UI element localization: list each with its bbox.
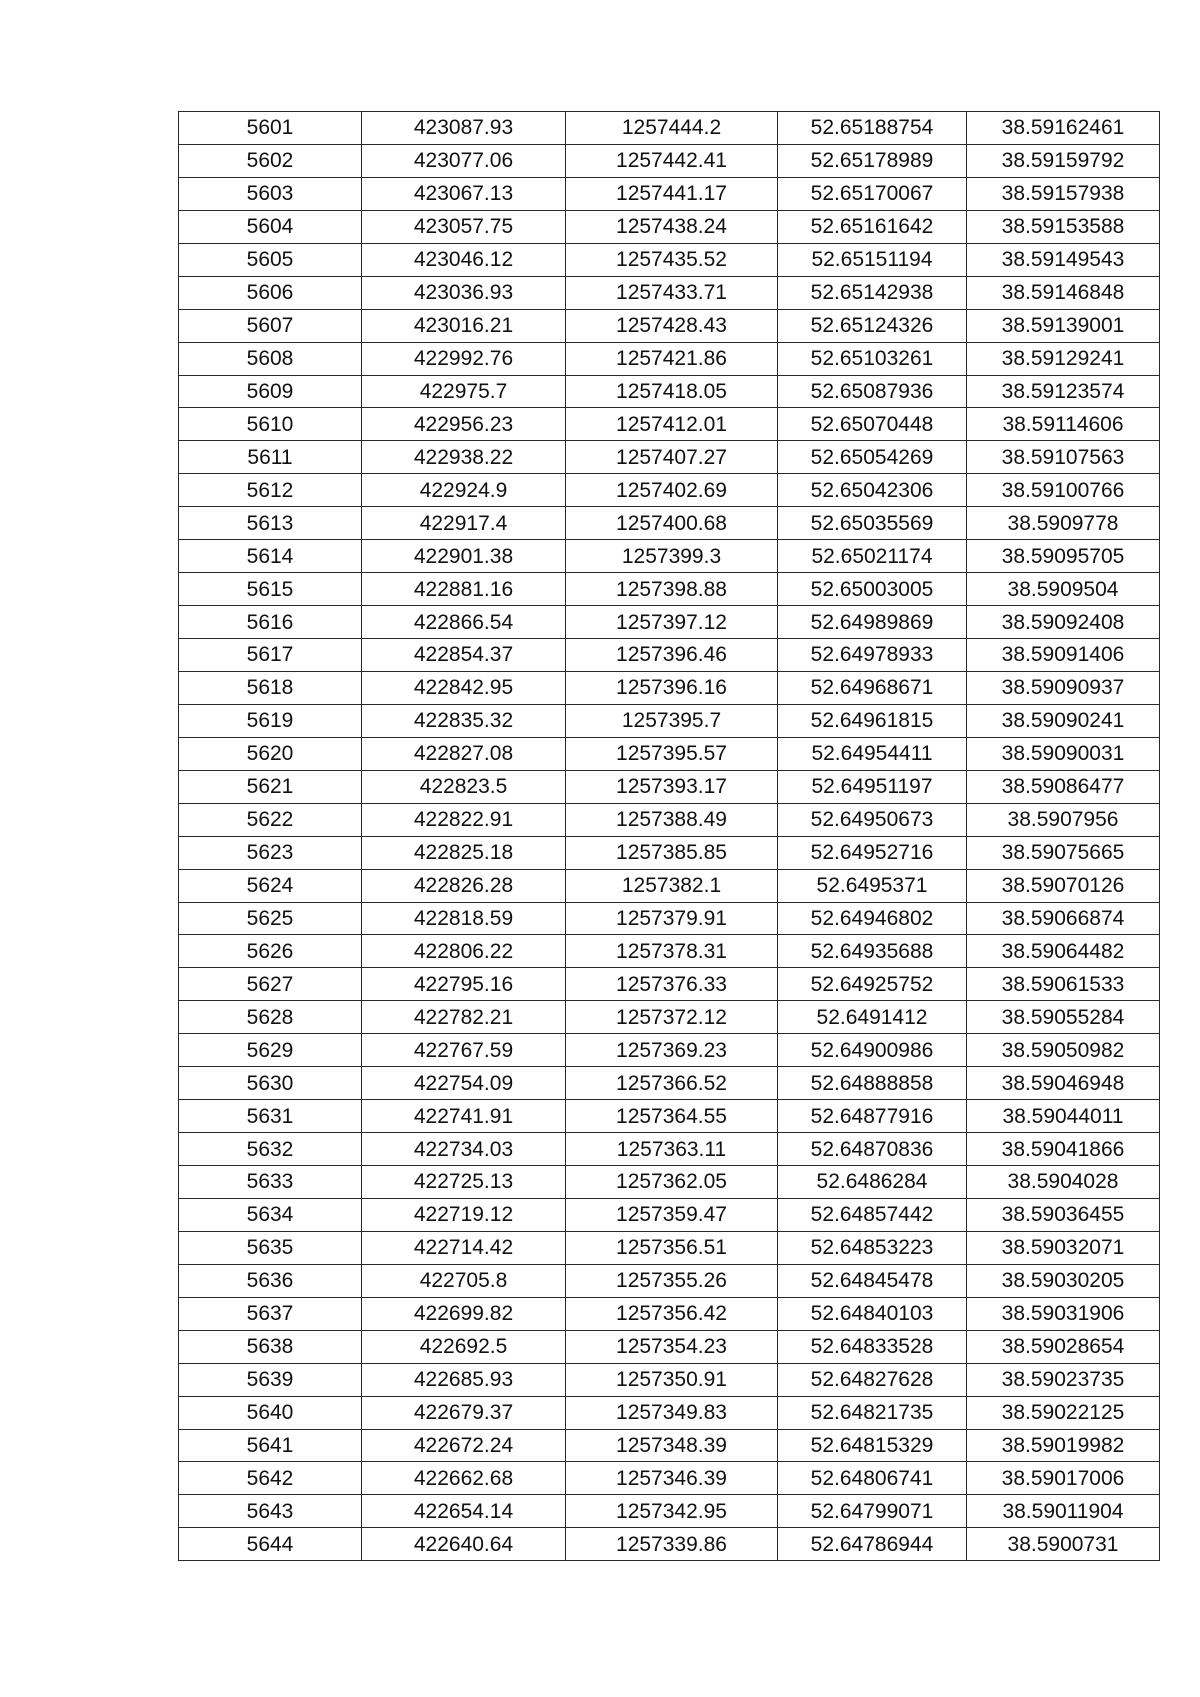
longitude-cell: 38.59123574 — [967, 375, 1160, 408]
x-coordinate-cell: 423046.12 — [362, 243, 566, 276]
y-coordinate-cell: 1257407.27 — [566, 441, 778, 474]
point-number-cell: 5628 — [179, 1001, 362, 1034]
latitude-cell: 52.64978933 — [778, 639, 967, 672]
latitude-cell: 52.65021174 — [778, 540, 967, 573]
table-row — [179, 935, 1160, 968]
longitude-cell: 38.59055284 — [967, 1001, 1160, 1034]
coordinates-table-body — [179, 112, 1160, 1561]
latitude-cell: 52.64888858 — [778, 1067, 967, 1100]
longitude-cell: 38.59090937 — [967, 671, 1160, 704]
y-coordinate-cell: 1257382.1 — [566, 869, 778, 902]
longitude-cell: 38.59036455 — [967, 1198, 1160, 1231]
latitude-cell: 52.64950673 — [778, 803, 967, 836]
point-number-cell: 5626 — [179, 935, 362, 968]
longitude-cell: 38.59044011 — [967, 1100, 1160, 1133]
table-row — [179, 1396, 1160, 1429]
x-coordinate-cell: 422725.13 — [362, 1166, 566, 1199]
longitude-cell: 38.59129241 — [967, 342, 1160, 375]
longitude-cell: 38.59050982 — [967, 1034, 1160, 1067]
x-coordinate-cell: 423016.21 — [362, 309, 566, 342]
y-coordinate-cell: 1257356.42 — [566, 1297, 778, 1330]
x-coordinate-cell: 422714.42 — [362, 1231, 566, 1264]
x-coordinate-cell: 422975.7 — [362, 375, 566, 408]
latitude-cell: 52.65103261 — [778, 342, 967, 375]
table-row — [179, 770, 1160, 803]
longitude-cell: 38.59011904 — [967, 1495, 1160, 1528]
longitude-cell: 38.59159792 — [967, 144, 1160, 177]
latitude-cell: 52.64815329 — [778, 1429, 967, 1462]
table-row — [179, 639, 1160, 672]
latitude-cell: 52.64961815 — [778, 704, 967, 737]
table-row — [179, 540, 1160, 573]
longitude-cell: 38.59153588 — [967, 210, 1160, 243]
latitude-cell: 52.64840103 — [778, 1297, 967, 1330]
y-coordinate-cell: 1257349.83 — [566, 1396, 778, 1429]
x-coordinate-cell: 422818.59 — [362, 902, 566, 935]
table-row — [179, 408, 1160, 441]
point-number-cell: 5637 — [179, 1297, 362, 1330]
latitude-cell: 52.65170067 — [778, 177, 967, 210]
y-coordinate-cell: 1257354.23 — [566, 1330, 778, 1363]
x-coordinate-cell: 422654.14 — [362, 1495, 566, 1528]
longitude-cell: 38.59031906 — [967, 1297, 1160, 1330]
point-number-cell: 5611 — [179, 441, 362, 474]
y-coordinate-cell: 1257376.33 — [566, 968, 778, 1001]
latitude-cell: 52.64853223 — [778, 1231, 967, 1264]
y-coordinate-cell: 1257385.85 — [566, 836, 778, 869]
latitude-cell: 52.64870836 — [778, 1133, 967, 1166]
table-row — [179, 1495, 1160, 1528]
y-coordinate-cell: 1257418.05 — [566, 375, 778, 408]
longitude-cell: 38.5900731 — [967, 1528, 1160, 1561]
latitude-cell: 52.64989869 — [778, 606, 967, 639]
point-number-cell: 5619 — [179, 704, 362, 737]
y-coordinate-cell: 1257402.69 — [566, 474, 778, 507]
x-coordinate-cell: 422699.82 — [362, 1297, 566, 1330]
longitude-cell: 38.59046948 — [967, 1067, 1160, 1100]
y-coordinate-cell: 1257396.46 — [566, 639, 778, 672]
point-number-cell: 5612 — [179, 474, 362, 507]
latitude-cell: 52.65070448 — [778, 408, 967, 441]
x-coordinate-cell: 422917.4 — [362, 507, 566, 540]
latitude-cell: 52.65151194 — [778, 243, 967, 276]
table-row — [179, 1133, 1160, 1166]
point-number-cell: 5616 — [179, 606, 362, 639]
longitude-cell: 38.59139001 — [967, 309, 1160, 342]
table-row — [179, 1166, 1160, 1199]
point-number-cell: 5642 — [179, 1462, 362, 1495]
x-coordinate-cell: 422826.28 — [362, 869, 566, 902]
y-coordinate-cell: 1257363.11 — [566, 1133, 778, 1166]
x-coordinate-cell: 422640.64 — [362, 1528, 566, 1561]
longitude-cell: 38.59157938 — [967, 177, 1160, 210]
point-number-cell: 5618 — [179, 671, 362, 704]
latitude-cell: 52.65054269 — [778, 441, 967, 474]
longitude-cell: 38.59091406 — [967, 639, 1160, 672]
x-coordinate-cell: 422754.09 — [362, 1067, 566, 1100]
x-coordinate-cell: 422825.18 — [362, 836, 566, 869]
x-coordinate-cell: 422679.37 — [362, 1396, 566, 1429]
latitude-cell: 52.64946802 — [778, 902, 967, 935]
point-number-cell: 5639 — [179, 1363, 362, 1396]
latitude-cell: 52.64827628 — [778, 1363, 967, 1396]
latitude-cell: 52.65003005 — [778, 573, 967, 606]
table-row — [179, 177, 1160, 210]
table-row — [179, 342, 1160, 375]
longitude-cell: 38.59090241 — [967, 704, 1160, 737]
point-number-cell: 5640 — [179, 1396, 362, 1429]
coordinates-table — [178, 111, 1160, 1561]
x-coordinate-cell: 422992.76 — [362, 342, 566, 375]
longitude-cell: 38.59061533 — [967, 968, 1160, 1001]
latitude-cell: 52.64877916 — [778, 1100, 967, 1133]
table-row — [179, 803, 1160, 836]
x-coordinate-cell: 422806.22 — [362, 935, 566, 968]
latitude-cell: 52.65188754 — [778, 112, 967, 145]
longitude-cell: 38.59090031 — [967, 737, 1160, 770]
y-coordinate-cell: 1257379.91 — [566, 902, 778, 935]
latitude-cell: 52.64968671 — [778, 671, 967, 704]
table-row — [179, 1264, 1160, 1297]
y-coordinate-cell: 1257388.49 — [566, 803, 778, 836]
longitude-cell: 38.59149543 — [967, 243, 1160, 276]
table-row — [179, 1100, 1160, 1133]
latitude-cell: 52.64833528 — [778, 1330, 967, 1363]
point-number-cell: 5620 — [179, 737, 362, 770]
point-number-cell: 5603 — [179, 177, 362, 210]
x-coordinate-cell: 423057.75 — [362, 210, 566, 243]
latitude-cell: 52.64845478 — [778, 1264, 967, 1297]
x-coordinate-cell: 422854.37 — [362, 639, 566, 672]
table-row — [179, 869, 1160, 902]
latitude-cell: 52.64935688 — [778, 935, 967, 968]
x-coordinate-cell: 422767.59 — [362, 1034, 566, 1067]
longitude-cell: 38.59022125 — [967, 1396, 1160, 1429]
y-coordinate-cell: 1257435.52 — [566, 243, 778, 276]
table-row — [179, 112, 1160, 145]
latitude-cell: 52.64857442 — [778, 1198, 967, 1231]
point-number-cell: 5629 — [179, 1034, 362, 1067]
table-row — [179, 441, 1160, 474]
y-coordinate-cell: 1257378.31 — [566, 935, 778, 968]
y-coordinate-cell: 1257399.3 — [566, 540, 778, 573]
y-coordinate-cell: 1257350.91 — [566, 1363, 778, 1396]
y-coordinate-cell: 1257359.47 — [566, 1198, 778, 1231]
point-number-cell: 5610 — [179, 408, 362, 441]
x-coordinate-cell: 422938.22 — [362, 441, 566, 474]
longitude-cell: 38.59032071 — [967, 1231, 1160, 1264]
longitude-cell: 38.59019982 — [967, 1429, 1160, 1462]
y-coordinate-cell: 1257444.2 — [566, 112, 778, 145]
longitude-cell: 38.59023735 — [967, 1363, 1160, 1396]
y-coordinate-cell: 1257396.16 — [566, 671, 778, 704]
x-coordinate-cell: 422692.5 — [362, 1330, 566, 1363]
x-coordinate-cell: 422835.32 — [362, 704, 566, 737]
table-row — [179, 1067, 1160, 1100]
point-number-cell: 5627 — [179, 968, 362, 1001]
table-row — [179, 1429, 1160, 1462]
table-row — [179, 737, 1160, 770]
longitude-cell: 38.59017006 — [967, 1462, 1160, 1495]
longitude-cell: 38.5909778 — [967, 507, 1160, 540]
table-row — [179, 1001, 1160, 1034]
latitude-cell: 52.6491412 — [778, 1001, 967, 1034]
table-row — [179, 573, 1160, 606]
longitude-cell: 38.5909504 — [967, 573, 1160, 606]
table-row — [179, 1330, 1160, 1363]
longitude-cell: 38.59095705 — [967, 540, 1160, 573]
point-number-cell: 5636 — [179, 1264, 362, 1297]
y-coordinate-cell: 1257364.55 — [566, 1100, 778, 1133]
longitude-cell: 38.59041866 — [967, 1133, 1160, 1166]
latitude-cell: 52.65035569 — [778, 507, 967, 540]
x-coordinate-cell: 422956.23 — [362, 408, 566, 441]
point-number-cell: 5606 — [179, 276, 362, 309]
y-coordinate-cell: 1257395.7 — [566, 704, 778, 737]
x-coordinate-cell: 422822.91 — [362, 803, 566, 836]
x-coordinate-cell: 422662.68 — [362, 1462, 566, 1495]
y-coordinate-cell: 1257398.88 — [566, 573, 778, 606]
latitude-cell: 52.65042306 — [778, 474, 967, 507]
longitude-cell: 38.5907956 — [967, 803, 1160, 836]
x-coordinate-cell: 422901.38 — [362, 540, 566, 573]
y-coordinate-cell: 1257346.39 — [566, 1462, 778, 1495]
point-number-cell: 5638 — [179, 1330, 362, 1363]
latitude-cell: 52.65124326 — [778, 309, 967, 342]
x-coordinate-cell: 422672.24 — [362, 1429, 566, 1462]
latitude-cell: 52.65178989 — [778, 144, 967, 177]
table-row — [179, 309, 1160, 342]
table-row — [179, 276, 1160, 309]
x-coordinate-cell: 423067.13 — [362, 177, 566, 210]
latitude-cell: 52.65142938 — [778, 276, 967, 309]
table-row — [179, 507, 1160, 540]
x-coordinate-cell: 422866.54 — [362, 606, 566, 639]
latitude-cell: 52.64951197 — [778, 770, 967, 803]
longitude-cell: 38.59075665 — [967, 836, 1160, 869]
point-number-cell: 5604 — [179, 210, 362, 243]
x-coordinate-cell: 423077.06 — [362, 144, 566, 177]
y-coordinate-cell: 1257428.43 — [566, 309, 778, 342]
latitude-cell: 52.64900986 — [778, 1034, 967, 1067]
table-row — [179, 210, 1160, 243]
table-row — [179, 606, 1160, 639]
point-number-cell: 5632 — [179, 1133, 362, 1166]
y-coordinate-cell: 1257372.12 — [566, 1001, 778, 1034]
point-number-cell: 5602 — [179, 144, 362, 177]
table-row — [179, 1297, 1160, 1330]
latitude-cell: 52.64954411 — [778, 737, 967, 770]
point-number-cell: 5635 — [179, 1231, 362, 1264]
latitude-cell: 52.65161642 — [778, 210, 967, 243]
x-coordinate-cell: 422924.9 — [362, 474, 566, 507]
point-number-cell: 5614 — [179, 540, 362, 573]
y-coordinate-cell: 1257355.26 — [566, 1264, 778, 1297]
longitude-cell: 38.59100766 — [967, 474, 1160, 507]
point-number-cell: 5631 — [179, 1100, 362, 1133]
y-coordinate-cell: 1257339.86 — [566, 1528, 778, 1561]
x-coordinate-cell: 422842.95 — [362, 671, 566, 704]
longitude-cell: 38.59064482 — [967, 935, 1160, 968]
point-number-cell: 5630 — [179, 1067, 362, 1100]
y-coordinate-cell: 1257393.17 — [566, 770, 778, 803]
x-coordinate-cell: 422705.8 — [362, 1264, 566, 1297]
y-coordinate-cell: 1257441.17 — [566, 177, 778, 210]
x-coordinate-cell: 422827.08 — [362, 737, 566, 770]
point-number-cell: 5608 — [179, 342, 362, 375]
y-coordinate-cell: 1257348.39 — [566, 1429, 778, 1462]
longitude-cell: 38.59092408 — [967, 606, 1160, 639]
table-row — [179, 968, 1160, 1001]
latitude-cell: 52.6495371 — [778, 869, 967, 902]
point-number-cell: 5641 — [179, 1429, 362, 1462]
point-number-cell: 5615 — [179, 573, 362, 606]
latitude-cell: 52.65087936 — [778, 375, 967, 408]
longitude-cell: 38.59107563 — [967, 441, 1160, 474]
table-row — [179, 836, 1160, 869]
latitude-cell: 52.64786944 — [778, 1528, 967, 1561]
latitude-cell: 52.64821735 — [778, 1396, 967, 1429]
point-number-cell: 5605 — [179, 243, 362, 276]
point-number-cell: 5633 — [179, 1166, 362, 1199]
y-coordinate-cell: 1257433.71 — [566, 276, 778, 309]
x-coordinate-cell: 423087.93 — [362, 112, 566, 145]
point-number-cell: 5613 — [179, 507, 362, 540]
y-coordinate-cell: 1257362.05 — [566, 1166, 778, 1199]
table-row — [179, 1198, 1160, 1231]
y-coordinate-cell: 1257442.41 — [566, 144, 778, 177]
point-number-cell: 5621 — [179, 770, 362, 803]
longitude-cell: 38.5904028 — [967, 1166, 1160, 1199]
y-coordinate-cell: 1257342.95 — [566, 1495, 778, 1528]
longitude-cell: 38.59162461 — [967, 112, 1160, 145]
longitude-cell: 38.59114606 — [967, 408, 1160, 441]
point-number-cell: 5625 — [179, 902, 362, 935]
point-number-cell: 5634 — [179, 1198, 362, 1231]
table-row — [179, 1462, 1160, 1495]
y-coordinate-cell: 1257395.57 — [566, 737, 778, 770]
y-coordinate-cell: 1257400.68 — [566, 507, 778, 540]
longitude-cell: 38.59030205 — [967, 1264, 1160, 1297]
x-coordinate-cell: 423036.93 — [362, 276, 566, 309]
longitude-cell: 38.59086477 — [967, 770, 1160, 803]
table-row — [179, 902, 1160, 935]
point-number-cell: 5601 — [179, 112, 362, 145]
latitude-cell: 52.64799071 — [778, 1495, 967, 1528]
latitude-cell: 52.64806741 — [778, 1462, 967, 1495]
point-number-cell: 5623 — [179, 836, 362, 869]
y-coordinate-cell: 1257369.23 — [566, 1034, 778, 1067]
x-coordinate-cell: 422685.93 — [362, 1363, 566, 1396]
longitude-cell: 38.59066874 — [967, 902, 1160, 935]
table-row — [179, 704, 1160, 737]
point-number-cell: 5617 — [179, 639, 362, 672]
x-coordinate-cell: 422741.91 — [362, 1100, 566, 1133]
table-row — [179, 474, 1160, 507]
point-number-cell: 5622 — [179, 803, 362, 836]
x-coordinate-cell: 422734.03 — [362, 1133, 566, 1166]
latitude-cell: 52.64925752 — [778, 968, 967, 1001]
y-coordinate-cell: 1257397.12 — [566, 606, 778, 639]
point-number-cell: 5643 — [179, 1495, 362, 1528]
y-coordinate-cell: 1257356.51 — [566, 1231, 778, 1264]
table-row — [179, 1231, 1160, 1264]
table-row — [179, 375, 1160, 408]
x-coordinate-cell: 422782.21 — [362, 1001, 566, 1034]
y-coordinate-cell: 1257366.52 — [566, 1067, 778, 1100]
x-coordinate-cell: 422719.12 — [362, 1198, 566, 1231]
latitude-cell: 52.6486284 — [778, 1166, 967, 1199]
longitude-cell: 38.59070126 — [967, 869, 1160, 902]
point-number-cell: 5624 — [179, 869, 362, 902]
table-row — [179, 1528, 1160, 1561]
table-row — [179, 1363, 1160, 1396]
y-coordinate-cell: 1257438.24 — [566, 210, 778, 243]
point-number-cell: 5609 — [179, 375, 362, 408]
y-coordinate-cell: 1257412.01 — [566, 408, 778, 441]
x-coordinate-cell: 422881.16 — [362, 573, 566, 606]
longitude-cell: 38.59146848 — [967, 276, 1160, 309]
table-row — [179, 243, 1160, 276]
table-row — [179, 671, 1160, 704]
table-row — [179, 144, 1160, 177]
longitude-cell: 38.59028654 — [967, 1330, 1160, 1363]
x-coordinate-cell: 422795.16 — [362, 968, 566, 1001]
x-coordinate-cell: 422823.5 — [362, 770, 566, 803]
point-number-cell: 5644 — [179, 1528, 362, 1561]
point-number-cell: 5607 — [179, 309, 362, 342]
latitude-cell: 52.64952716 — [778, 836, 967, 869]
y-coordinate-cell: 1257421.86 — [566, 342, 778, 375]
table-row — [179, 1034, 1160, 1067]
